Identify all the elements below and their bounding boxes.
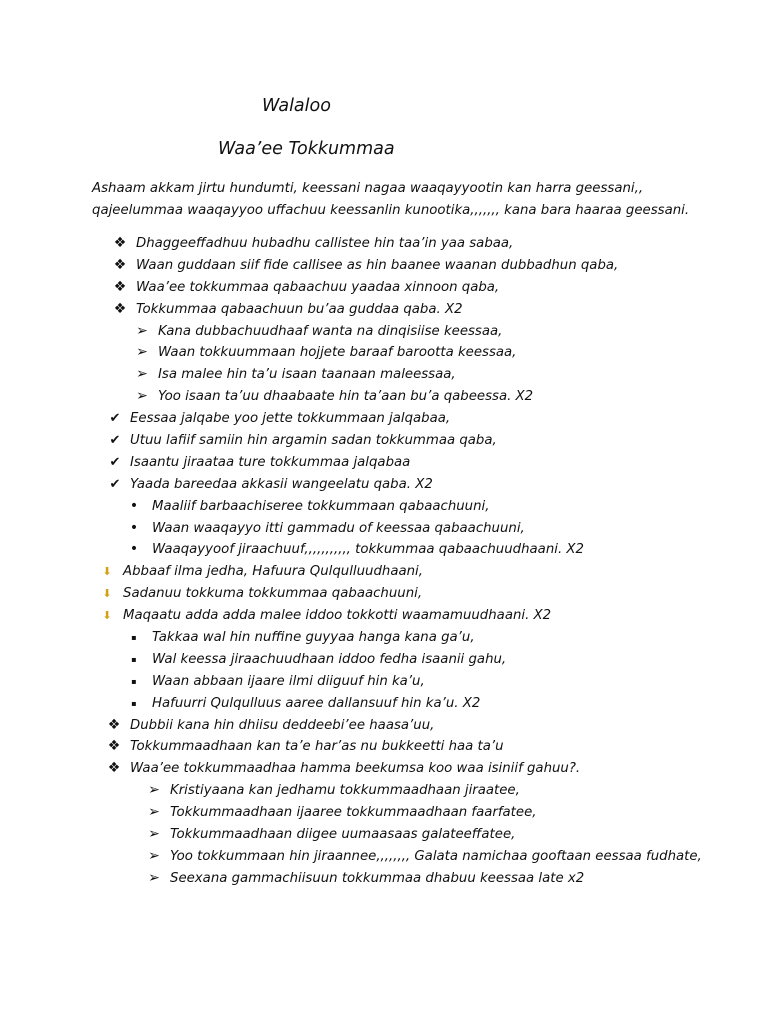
diamond-bullet-icon: ❖ — [113, 278, 127, 295]
poem-line-text: Dhaggeeffadhuu hubadhu callistee hin taa’in yaa sabaa, — [136, 236, 514, 251]
arrow-bullet-icon: ➢ — [136, 344, 148, 361]
dot-bullet-icon: • — [129, 541, 139, 558]
poem-line-text: Kana dubbachuudhaaf wanta na dinqisiise keessaa, — [158, 323, 503, 339]
poem-line-text: Tokkummaadhaan diigee uumaasaas galateeffatee, — [170, 827, 516, 843]
poem-line — [0, 364, 768, 386]
poem-line — [0, 802, 768, 824]
poem-line-text: Eessaa jalqabe yoo jette tokkummaan jalqabaa, — [130, 411, 451, 427]
diamond-bullet-icon: ❖ — [113, 300, 127, 317]
intro-paragraph — [92, 178, 692, 222]
poem-line-text: Utuu lafiif samiin hin argamin sadan tokkummaa qaba, — [130, 433, 497, 449]
poem-line — [0, 715, 768, 737]
poem-line — [0, 780, 768, 802]
poem-line-text: Yaada bareedaa akkasii wangeelatu qaba. X2 — [130, 476, 433, 492]
check-bullet-icon: ✔ — [109, 433, 121, 449]
poem-line-text: Isa malee hin ta’u isaan taanaan maleessaa, — [158, 367, 456, 383]
poem-line-text: Wal keessa jiraachuudhaan iddoo fedha isaanii gahu, — [152, 651, 507, 667]
intro-line: qajeelummaa waaqayyoo uffachuu keessanlin kunootika,,,,,,, kana bara haaraa geessani. — [92, 203, 690, 218]
poem-line-text: Yoo tokkummaan hin jiraannee,,,,,,,, Galata namichaa gooftaan eessaa fudhate, — [170, 848, 702, 864]
poem-line — [0, 846, 768, 868]
poem-line — [0, 474, 768, 496]
poem-line-text: Waa’ee tokkummaa qabaachuu yaadaa xinnoon qaba, — [136, 279, 500, 295]
poem-line-text: Hafuurri Qulqulluus aaree dallansuuf hin ka’u. X2 — [152, 695, 481, 711]
arrow-bullet-icon: ➢ — [148, 847, 160, 864]
poem-line-text: Tokkummaadhaan kan ta’e har’as nu bukkeetti haa ta’u — [130, 739, 504, 755]
poem-line-text: Waan guddaan siif fide callisee as hin baanee waanan dubbadhun qaba, — [136, 257, 619, 273]
diamond-bullet-icon: ❖ — [113, 235, 127, 251]
poem-line — [0, 408, 768, 430]
square-bullet-icon: ▪ — [131, 698, 137, 708]
poem-line-text: Isaantu jiraataa ture tokkummaa jalqabaa — [130, 454, 411, 470]
poem-line-text: Waan waaqayyo itti gammadu of keessaa qabaachuuni, — [152, 520, 525, 536]
poem-line-text: Takkaa wal hin nuffine guyyaa hanga kana ga’u, — [152, 630, 475, 646]
poem-line — [0, 649, 768, 671]
poem-line — [0, 605, 768, 627]
poem-line — [0, 430, 768, 452]
poem-line-text: Maqaatu adda adda malee iddoo tokkotti waamamuudhaani. X2 — [123, 608, 552, 624]
poem-line-text: Waan abbaan ijaare ilmi diiguuf hin ka’u, — [152, 673, 425, 689]
arrow-bullet-icon: ➢ — [148, 826, 160, 843]
diamond-bullet-icon: ❖ — [107, 738, 121, 755]
arrow-bullet-icon: ➢ — [148, 782, 160, 799]
poem-line-text: Kristiyaana kan jedhamu tokkummaadhaan jiraatee, — [170, 783, 520, 799]
poem-line — [0, 539, 768, 561]
poem-line — [0, 321, 768, 343]
poem-line-text: Tokkummaadhaan ijaaree tokkummaadhaan faarfatee, — [170, 805, 537, 821]
poem-line — [0, 824, 768, 846]
document-title: Walaloo — [262, 96, 331, 116]
poem-line — [0, 342, 768, 364]
square-bullet-icon: ▪ — [131, 676, 137, 686]
poem-line-text: Yoo isaan ta’uu dhaabaate hin ta’aan bu’a qabeessa. X2 — [158, 389, 534, 405]
diamond-bullet-icon: ❖ — [107, 760, 121, 777]
dot-bullet-icon: • — [129, 497, 139, 514]
dot-bullet-icon: • — [129, 519, 139, 536]
arrow-bullet-icon: ➢ — [136, 366, 148, 383]
poem-line — [0, 386, 768, 408]
poem-line — [0, 255, 768, 277]
poem-line — [0, 452, 768, 474]
diamond-bullet-icon: ❖ — [113, 256, 127, 273]
arrow-bullet-icon: ➢ — [148, 804, 160, 821]
down-arrow-bullet-icon: ⬇ — [102, 565, 112, 579]
poem-line — [0, 299, 768, 321]
poem-line — [0, 277, 768, 299]
poem-line-text: Sadanuu tokkuma tokkummaa qabaachuuni, — [123, 586, 423, 602]
down-arrow-bullet-icon: ⬇ — [102, 609, 112, 623]
poem-line — [0, 671, 768, 693]
check-bullet-icon: ✔ — [109, 454, 121, 470]
poem-line — [0, 518, 768, 540]
poem-line — [0, 496, 768, 518]
poem-line-text: Maaliif barbaachiseree tokkummaan qabaachuuni, — [152, 498, 490, 514]
poem-line — [0, 561, 768, 583]
poem-line — [0, 736, 768, 758]
poem-line — [0, 758, 768, 780]
poem-line — [0, 233, 768, 255]
diamond-bullet-icon: ❖ — [107, 716, 121, 733]
poem-line-text: Waan tokkuummaan hojjete baraaf barootta keessaa, — [158, 345, 517, 361]
arrow-bullet-icon: ➢ — [136, 322, 148, 339]
down-arrow-bullet-icon: ⬇ — [102, 587, 112, 601]
intro-line: Ashaam akkam jirtu hundumti, keessani nagaa waaqayyootin kan harra geessani,, — [92, 181, 644, 196]
arrow-bullet-icon: ➢ — [148, 869, 160, 886]
square-bullet-icon: ▪ — [131, 633, 137, 643]
check-bullet-icon: ✔ — [109, 476, 121, 492]
poem-line-text: Abbaaf ilma jedha, Hafuura Qulqulluudhaani, — [123, 564, 423, 580]
poem-line — [0, 627, 768, 649]
poem-line — [0, 868, 768, 890]
poem-lines — [0, 233, 768, 890]
poem-line-text: Seexana gammachiisuun tokkummaa dhabuu keessaa late x2 — [170, 870, 585, 886]
poem-line — [0, 583, 768, 605]
poem-line — [0, 693, 768, 715]
square-bullet-icon: ▪ — [131, 654, 137, 664]
arrow-bullet-icon: ➢ — [136, 388, 148, 405]
poem-line-text: Waa’ee tokkummaadhaa hamma beekumsa koo waa isiniif gahuu?. — [130, 761, 581, 777]
poem-line-text: Waaqayyoof jiraachuuf,,,,,,,,,,, tokkummaa qabaachuudhaani. X2 — [152, 542, 584, 558]
check-bullet-icon: ✔ — [109, 411, 121, 427]
poem-line-text: Dubbii kana hin dhiisu deddeebi’ee haasa’uu, — [130, 717, 435, 733]
document-subtitle: Waa’ee Tokkummaa — [218, 139, 395, 159]
poem-line-text: Tokkummaa qabaachuun bu’aa guddaa qaba. X2 — [136, 301, 463, 317]
